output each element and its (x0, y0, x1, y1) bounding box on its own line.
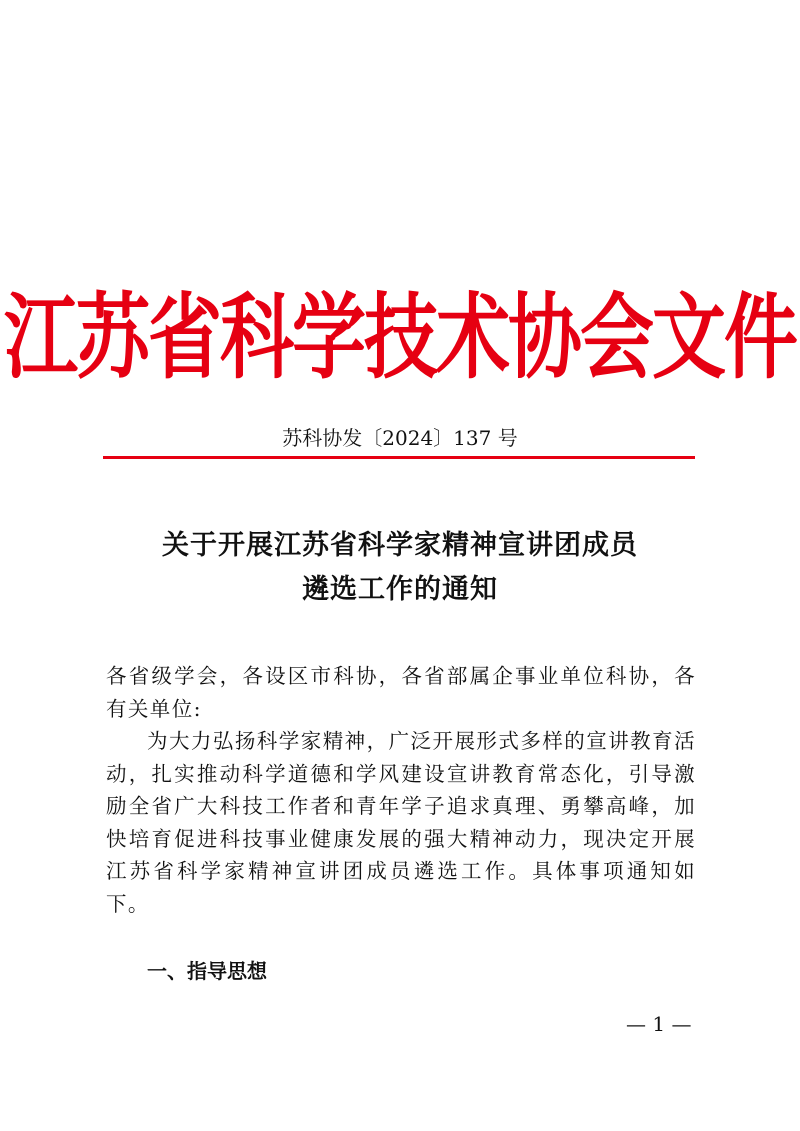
notice-body (106, 660, 696, 920)
section-heading: 一、指导思想 (147, 959, 267, 983)
document-number: 苏科协发〔2024〕137 号 (282, 426, 518, 450)
document-masthead: 江苏省科学技术协会文件 (4, 284, 796, 392)
notice-title (0, 524, 800, 612)
notice-title-line-1: 关于开展江苏省科学家精神宣讲团成员 (162, 530, 638, 561)
body-paragraph: 为大力弘扬科学家精神，广泛开展形式多样的宣讲教育活动，扎实推动科学道德和学风建设宣讲教育常态化，引导激励全省广大科技工作者和青年学子追求真理、勇攀高峰，加快培育促进科技事业健康发展的强大精神动力，现决定开展江苏省科学家精神宣讲团成员遴选工作。具体事项通知如下。 (106, 729, 696, 916)
notice-title-line-2: 遴选工作的通知 (302, 574, 498, 605)
page-number: — 1 — (626, 1012, 692, 1036)
salutation: 各省级学会，各设区市科协，各省部属企事业单位科协，各有关单位: (106, 664, 696, 721)
red-divider-line (103, 456, 695, 459)
